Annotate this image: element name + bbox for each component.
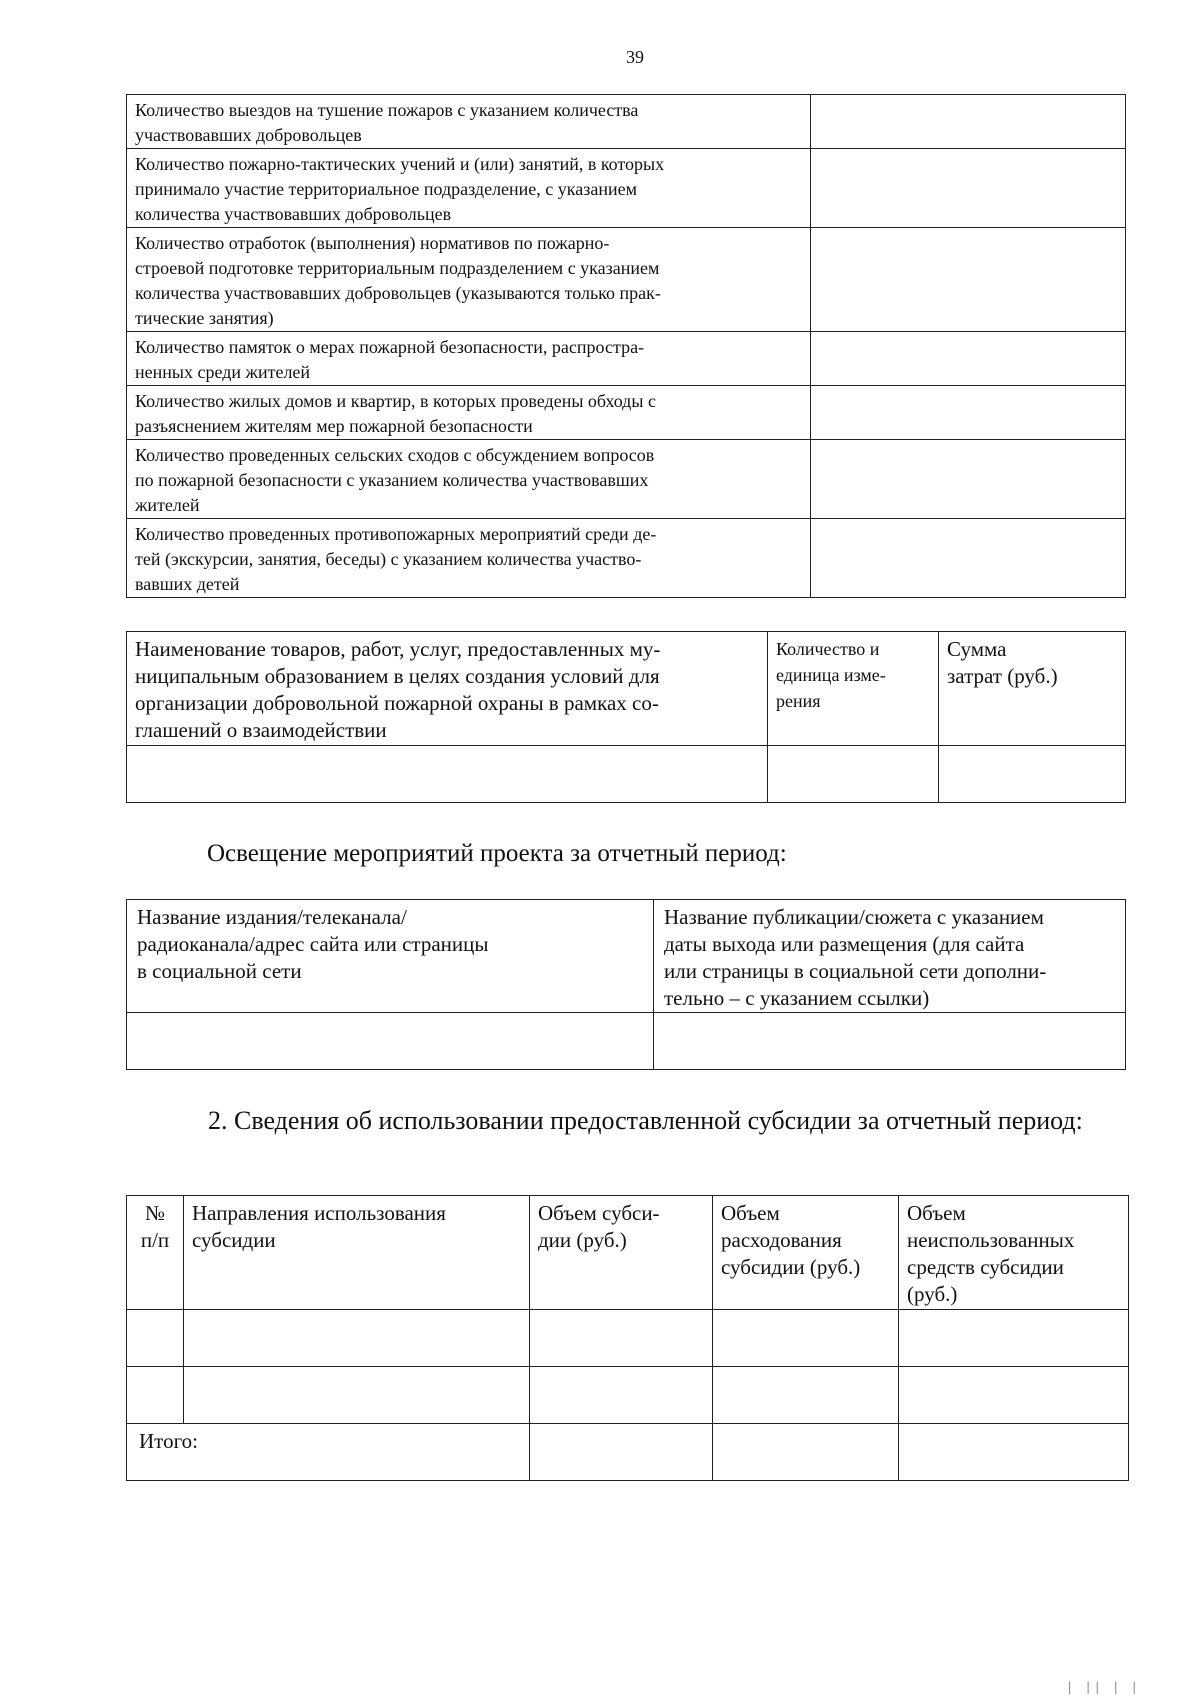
usage-direction-header: Направления использования субсидии: [184, 1196, 530, 1310]
media-outlet-header: Название издания/телеканала/ радиоканала/адрес сайта или страницы в социальной сети: [127, 900, 654, 1013]
media-coverage-table: [126, 899, 1126, 1070]
scan-marks: | || | |: [1066, 1680, 1140, 1694]
indicator-label: Количество пожарно-тактических учений и (или) занятий, в которых принимало участие территориальное подразделение, с указанием количества участвовавших добровольцев: [127, 149, 811, 228]
quantity-unit-cell[interactable]: [768, 746, 939, 803]
table-header-row: [127, 632, 1126, 746]
cost-sum-cell[interactable]: [939, 746, 1126, 803]
table-row: [127, 95, 1126, 149]
unused-amount-header: Объем неиспользованных средств субсидии (руб.): [899, 1196, 1129, 1310]
indicator-value-cell[interactable]: [811, 149, 1126, 228]
total-label: Итого:: [127, 1424, 530, 1481]
row-number-cell[interactable]: [127, 1367, 184, 1424]
table-header-row: [127, 900, 1126, 1013]
subsidy-amount-cell[interactable]: [530, 1310, 713, 1367]
indicator-value-cell[interactable]: [811, 228, 1126, 332]
indicator-value-cell[interactable]: [811, 440, 1126, 519]
indicator-label: Количество памяток о мерах пожарной безопасности, распростра- ненных среди жителей: [127, 332, 811, 386]
indicator-value-cell[interactable]: [811, 95, 1126, 149]
total-unused-amount-cell[interactable]: [899, 1424, 1129, 1481]
table-row: [127, 332, 1126, 386]
table-row: [127, 1310, 1129, 1367]
table-row: [127, 149, 1126, 228]
total-expenditure-amount-cell[interactable]: [713, 1424, 899, 1481]
subsidy-usage-heading: 2. Сведения об использовании предоставленной субсидии за отчетный период:: [208, 1106, 1083, 1135]
expenditure-amount-cell[interactable]: [713, 1310, 899, 1367]
indicator-value-cell[interactable]: [811, 519, 1126, 598]
total-row: [127, 1424, 1129, 1481]
row-number-header: № п/п: [127, 1196, 184, 1310]
subsidy-amount-cell[interactable]: [530, 1367, 713, 1424]
cost-sum-header: Сумма затрат (руб.): [939, 632, 1126, 746]
quantity-unit-header: Количество и единица изме- рения: [768, 632, 939, 746]
indicator-label: Количество выездов на тушение пожаров с указанием количества участвовавших добровольцев: [127, 95, 811, 149]
indicator-value-cell[interactable]: [811, 332, 1126, 386]
table-row: [127, 1367, 1129, 1424]
publication-header: Название публикации/сюжета с указанием даты выхода или размещения (для сайта или страницы в социальной сети дополни- тельно – с указанием ссылки): [654, 900, 1126, 1013]
total-subsidy-amount-cell[interactable]: [530, 1424, 713, 1481]
table-row: [127, 386, 1126, 440]
subsidy-amount-header: Объем субси- дии (руб.): [530, 1196, 713, 1310]
table-row: [127, 440, 1126, 519]
media-outlet-cell[interactable]: [127, 1013, 654, 1070]
indicators-table: [126, 94, 1126, 598]
goods-name-header: Наименование товаров, работ, услуг, предоставленных му- ниципальным образованием в целях создания условий для организации добровольной пожарной охраны в рамках со- глашений о взаимодействии: [127, 632, 768, 746]
expenditure-amount-header: Объем расходования субсидии (руб.): [713, 1196, 899, 1310]
goods-table: [126, 631, 1126, 803]
table-row: [127, 519, 1126, 598]
media-coverage-heading: Освещение мероприятий проекта за отчетный период:: [207, 840, 787, 867]
table-row: [127, 1013, 1126, 1070]
indicator-label: Количество жилых домов и квартир, в которых проведены обходы с разъяснением жителям мер пожарной безопасности: [127, 386, 811, 440]
indicator-label: Количество отработок (выполнения) нормативов по пожарно- строевой подготовке территориальным подразделением с указанием количества участвовавших добровольцев (указываются только прак- тические занятия): [127, 228, 811, 332]
goods-name-cell[interactable]: [127, 746, 768, 803]
expenditure-amount-cell[interactable]: [713, 1367, 899, 1424]
indicator-label: Количество проведенных сельских сходов с обсуждением вопросов по пожарной безопасности с указанием количества участвовавших жителей: [127, 440, 811, 519]
unused-amount-cell[interactable]: [899, 1367, 1129, 1424]
unused-amount-cell[interactable]: [899, 1310, 1129, 1367]
table-row: [127, 746, 1126, 803]
indicator-value-cell[interactable]: [811, 386, 1126, 440]
publication-cell[interactable]: [654, 1013, 1126, 1070]
row-number-cell[interactable]: [127, 1310, 184, 1367]
table-row: [127, 228, 1126, 332]
page-number: 39: [626, 47, 644, 67]
table-header-row: [127, 1196, 1129, 1310]
usage-direction-cell[interactable]: [184, 1367, 530, 1424]
indicator-label: Количество проведенных противопожарных мероприятий среди де- тей (экскурсии, занятия, беседы) с указанием количества участво- вавших детей: [127, 519, 811, 598]
usage-direction-cell[interactable]: [184, 1310, 530, 1367]
subsidy-usage-table: [126, 1195, 1129, 1481]
